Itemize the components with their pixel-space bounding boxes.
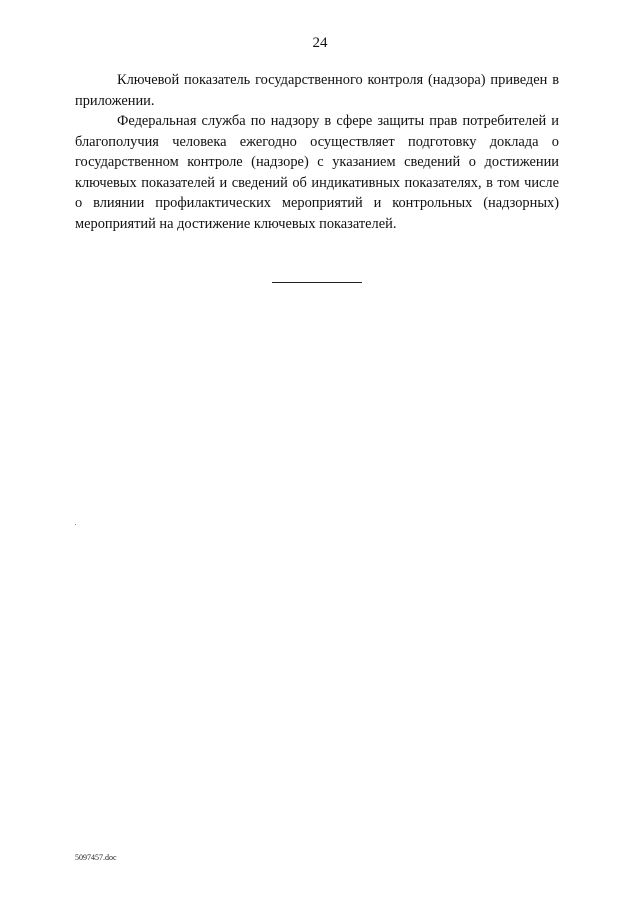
footer-file-name: 5097457.doc <box>75 853 117 862</box>
paragraph-key-indicator: Ключевой показатель государственного контроля (надзора) приведен в приложении. <box>75 72 559 109</box>
section-separator-line <box>272 282 362 283</box>
document-body <box>75 70 559 234</box>
paragraph-federal-service-report: Федеральная служба по надзору в сфере защиты прав потребителей и благополучия человека ежегодно осуществляет подготовку доклада о государственном контроле (надзоре) с указанием сведений о достижении ключевых показателей и сведений об индикативных показателях, в том числе о влиянии профилактических мероприятий и контрольных (надзорных) мероприятий на достижение ключевых показателей. <box>75 113 559 232</box>
page-number: 24 <box>312 35 328 51</box>
scan-dot-mark <box>75 524 76 525</box>
